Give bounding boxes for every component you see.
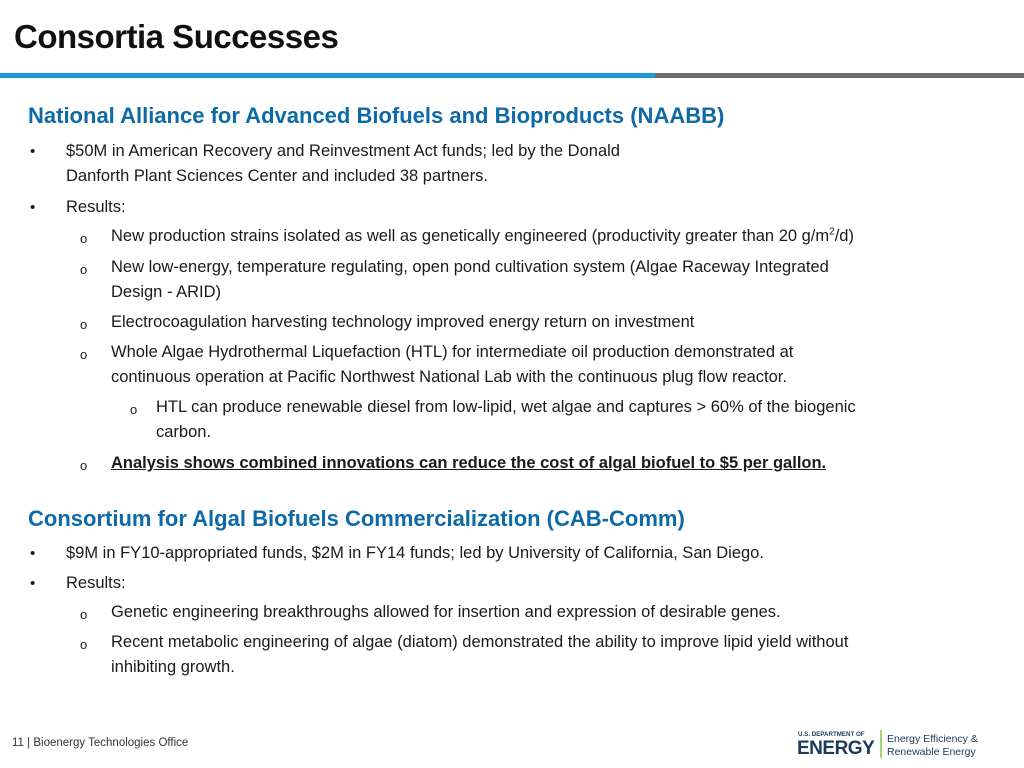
naabb-result1 bbox=[111, 224, 854, 249]
cabcomm-results-bullet: • bbox=[30, 575, 36, 592]
title-rule-gray bbox=[655, 73, 1024, 78]
footer bbox=[12, 737, 188, 749]
logo-eere-line1: Energy Efficiency & bbox=[887, 733, 978, 745]
footer-separator: | bbox=[27, 737, 31, 749]
naabb-result2-line1: New low-energy, temperature regulating, open pond cultivation system (Algae Raceway Integrated bbox=[111, 258, 829, 276]
cabcomm-result2-bullet: o bbox=[80, 637, 88, 652]
naabb-result4-line2: continuous operation at Pacific Northwest National Lab with the continuous plug flow reactor. bbox=[111, 368, 787, 386]
naabb-result1-bullet: o bbox=[80, 231, 88, 246]
naabb-results-bullet: • bbox=[30, 199, 36, 216]
title-rule-blue bbox=[0, 73, 655, 78]
logo-us-dept: U.S. DEPARTMENT OF bbox=[798, 731, 865, 738]
naabb-results-label: Results: bbox=[66, 198, 126, 216]
naabb-result2-line2: Design - ARID) bbox=[111, 283, 222, 301]
logo-energy: ENERGY bbox=[797, 738, 875, 759]
cabcomm-heading: Consortium for Algal Biofuels Commercialization (CAB-Comm) bbox=[28, 506, 685, 531]
cabcomm-result1: Genetic engineering breakthroughs allowed for insertion and expression of desirable genes. bbox=[111, 603, 781, 621]
naabb-funding-line2: Danforth Plant Sciences Center and included 38 partners. bbox=[66, 167, 488, 185]
naabb-result4-bullet: o bbox=[80, 347, 88, 362]
naabb-result4a-line1: HTL can produce renewable diesel from low-lipid, wet algae and captures > 60% of the biogenic bbox=[156, 398, 856, 416]
naabb-result3: Electrocoagulation harvesting technology improved energy return on investment bbox=[111, 313, 695, 331]
naabb-result5: Analysis shows combined innovations can reduce the cost of algal biofuel to $5 per gallon. bbox=[111, 454, 827, 472]
cabcomm-funding-bullet: • bbox=[30, 545, 36, 562]
page-number: 11 bbox=[12, 737, 24, 749]
naabb-result2-bullet: o bbox=[80, 262, 88, 277]
cabcomm-result2-line2: inhibiting growth. bbox=[111, 658, 235, 676]
naabb-result1-sup: 2 bbox=[829, 226, 835, 238]
cabcomm-funding: $9M in FY10-appropriated funds, $2M in FY14 funds; led by University of California, San Diego. bbox=[66, 544, 764, 562]
naabb-funding-bullet: • bbox=[30, 143, 36, 160]
doe-eere-logo bbox=[797, 727, 987, 761]
naabb-result4a-bullet: o bbox=[130, 402, 138, 417]
naabb-result4-line1: Whole Algae Hydrothermal Liquefaction (HTL) for intermediate oil production demonstrated at bbox=[111, 343, 794, 361]
cabcomm-result2-line1: Recent metabolic engineering of algae (diatom) demonstrated the ability to improve lipid yield without bbox=[111, 633, 849, 651]
slide-title: Consortia Successes bbox=[14, 18, 339, 55]
naabb-result1-text: New production strains isolated as well as genetically engineered (productivity greater than 20 g/m bbox=[111, 227, 830, 245]
footer-office: Bioenergy Technologies Office bbox=[33, 737, 189, 749]
naabb-result5-bullet: o bbox=[80, 458, 88, 473]
cabcomm-results-label: Results: bbox=[66, 574, 126, 592]
logo-eere-line2: Renewable Energy bbox=[887, 746, 976, 758]
naabb-result3-bullet: o bbox=[80, 317, 88, 332]
naabb-result4a-line2: carbon. bbox=[156, 423, 212, 441]
naabb-funding-line1: $50M in American Recovery and Reinvestment Act funds; led by the Donald bbox=[66, 142, 620, 160]
cabcomm-result1-bullet: o bbox=[80, 607, 88, 622]
naabb-heading: National Alliance for Advanced Biofuels and Bioproducts (NAABB) bbox=[28, 103, 725, 128]
naabb-result1-end: /d) bbox=[834, 227, 854, 245]
